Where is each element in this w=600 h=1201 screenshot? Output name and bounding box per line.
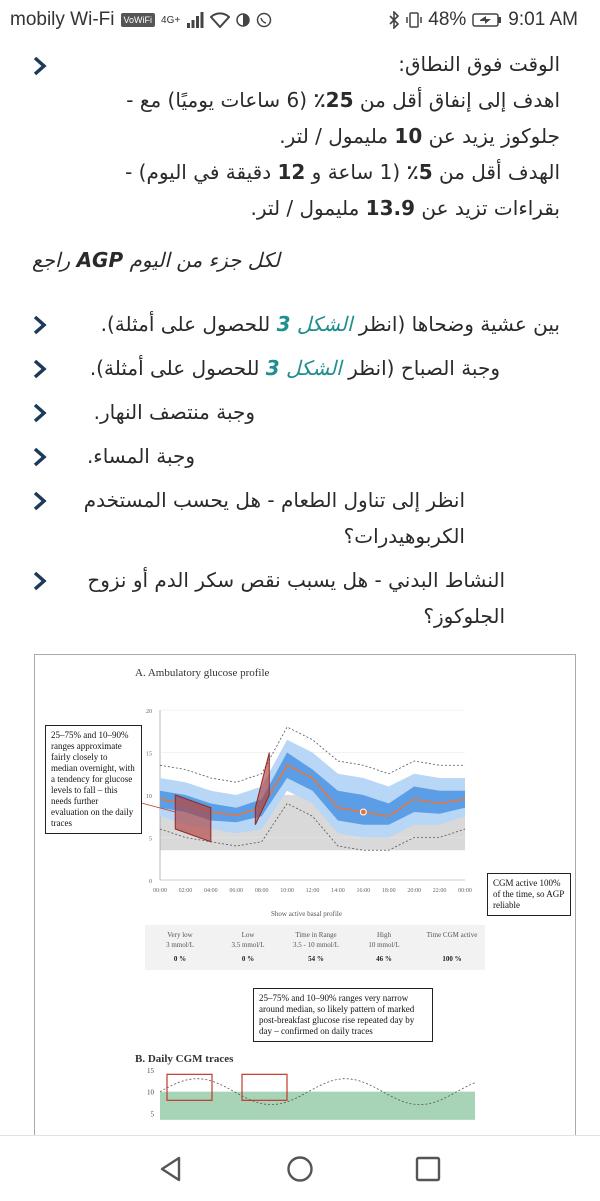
show-basal-link[interactable]: Show active basal profile bbox=[271, 910, 342, 918]
chevron-right-icon bbox=[30, 490, 50, 512]
stats-row bbox=[145, 925, 485, 970]
x-tick-label: 18:00 bbox=[381, 888, 396, 894]
stat-label: High bbox=[377, 931, 391, 939]
target-range-band bbox=[160, 1092, 475, 1120]
article-content[interactable]: الوقت فوق النطاق: اهدف إلى إنفاق أقل من 25٪ (6 ساعات يوميًا) مع - جلوكوز يزيد عن 10 مليمول / لتر. الهدف أقل من 5٪ (1 ساعة و 12 دقيقة في اليوم) - بقراءات تزيد عن 13.9 مليمول / لتر. لكل جزء من اليوم AGP راجع بين عشية وضحاها (انظر الشكل 3 للحصول على أمثلة). وجبة الصباح (انظر الشكل 3 للحصول على أمثلة). وجبة منتصف النهار. وجبة المساء. انظر إلى تناول الطعام - هل يحسب المستخدم الكربوهيدرات؟ النشاط البدني - هل يسبب نقص سكر الدم أو نزوح الجلوكوز؟ bbox=[0, 40, 600, 1135]
figure-title-a: A. Ambulatory glucose profile bbox=[135, 667, 270, 679]
stat-sublabel: 3 mmol/L bbox=[166, 941, 194, 949]
carrier-label: mobily Wi-Fi bbox=[10, 9, 115, 30]
stat-label: Time in Range bbox=[295, 931, 337, 939]
y-tick-label: 5 bbox=[150, 1110, 154, 1119]
home-icon[interactable] bbox=[286, 1155, 314, 1183]
x-tick-label: 04:00 bbox=[203, 888, 218, 894]
figure-link[interactable]: الشكل 3 bbox=[265, 356, 342, 380]
chevron-right-icon bbox=[30, 402, 50, 424]
stat-sublabel: 3.5 - 10 mmol/L bbox=[293, 941, 339, 949]
stat-label: Time CGM active bbox=[426, 931, 478, 939]
clock: 9:01 AM bbox=[508, 9, 578, 30]
x-tick-label: 20:00 bbox=[407, 888, 422, 894]
chevron-right-icon bbox=[30, 446, 50, 468]
text-line: الهدف أقل من 5٪ (1 ساعة و 12 دقيقة في اليوم) - bbox=[125, 160, 560, 184]
status-bar bbox=[0, 0, 600, 40]
y-tick-label: 10 bbox=[146, 794, 152, 800]
chevron-right-icon bbox=[30, 570, 50, 592]
stat-sublabel: 10 mmol/L bbox=[368, 941, 400, 949]
figure-title-b: B. Daily CGM traces bbox=[135, 1053, 234, 1065]
figure-link[interactable]: الشكل 3 bbox=[276, 312, 353, 336]
bluetooth-icon bbox=[388, 11, 400, 29]
stat-sublabel: 3.5 mmol/L bbox=[231, 941, 265, 949]
chevron-right-icon bbox=[30, 314, 50, 336]
chevron-right-icon bbox=[30, 55, 50, 77]
wifi-icon bbox=[210, 12, 230, 28]
stat-label: Very low bbox=[167, 931, 193, 939]
stat-value: 0 % bbox=[173, 955, 187, 963]
data-saver-icon bbox=[236, 13, 250, 27]
x-tick-label: 12:00 bbox=[305, 888, 320, 894]
stat-value: 100 % bbox=[442, 955, 462, 963]
network-type: 4G+ bbox=[161, 14, 181, 26]
y-tick-label: 20 bbox=[146, 709, 152, 715]
recents-icon[interactable] bbox=[414, 1155, 442, 1183]
y-tick-label: 10 bbox=[147, 1088, 154, 1097]
x-tick-label: 16:00 bbox=[356, 888, 371, 894]
battery-percent: 48% bbox=[428, 9, 467, 30]
annotation-cgm-active: CGM active 100% of the time, so AGP reliable bbox=[487, 873, 571, 916]
signal-icon bbox=[186, 12, 204, 28]
stat-value: 0 % bbox=[241, 955, 255, 963]
text-line: جلوكوز يزيد عن 10 مليمول / لتر. bbox=[279, 124, 560, 148]
stat-value: 54 % bbox=[308, 955, 324, 963]
vowifi-icon: VoWiFi bbox=[121, 13, 156, 27]
x-tick-label: 10:00 bbox=[280, 888, 294, 894]
text-line: اهدف إلى إنفاق أقل من 25٪ (6 ساعات يوميًا) مع - bbox=[126, 88, 560, 112]
x-tick-label: 06:00 bbox=[229, 888, 244, 894]
y-tick-label: 5 bbox=[149, 836, 152, 843]
stat-label: Low bbox=[241, 931, 255, 939]
annotation-overnight: 25–75% and 10–90% ranges approximate fairly closely to median overnight, with a tendency for glucose levels to fall – this needs further evaluation on the daily traces bbox=[45, 725, 142, 834]
stat-value: 46 % bbox=[376, 955, 392, 963]
whatsapp-icon bbox=[256, 12, 272, 28]
x-tick-label: 02:00 bbox=[178, 888, 193, 894]
x-tick-label: 00:00 bbox=[153, 888, 167, 894]
chevron-right-icon bbox=[30, 358, 50, 380]
battery-icon bbox=[472, 12, 502, 28]
y-tick-label: 15 bbox=[146, 751, 152, 758]
navigation-bar bbox=[0, 1135, 600, 1201]
y-tick-label: 15 bbox=[147, 1067, 154, 1075]
text-line: بقراءات تزيد عن 13.9 مليمول / لتر. bbox=[250, 196, 560, 220]
x-tick-label: 08:00 bbox=[254, 888, 269, 894]
y-tick-label: 0 bbox=[149, 879, 152, 885]
annotation-post-breakfast: 25–75% and 10–90% ranges very narrow around median, so likely pattern of marked post-breakfast glucose rise repeated day by day – confirmed on daily traces bbox=[253, 988, 433, 1042]
median-marker bbox=[360, 809, 366, 815]
text-line: الوقت فوق النطاق: bbox=[398, 52, 560, 76]
daily-cgm-chart bbox=[35, 1060, 575, 1136]
back-icon[interactable] bbox=[157, 1155, 185, 1183]
vibrate-icon bbox=[406, 11, 422, 29]
x-tick-label: 22:00 bbox=[432, 888, 447, 894]
x-tick-label: 00:00 bbox=[458, 888, 472, 894]
x-tick-label: 14:00 bbox=[331, 888, 345, 894]
agp-figure[interactable] bbox=[34, 654, 576, 1136]
